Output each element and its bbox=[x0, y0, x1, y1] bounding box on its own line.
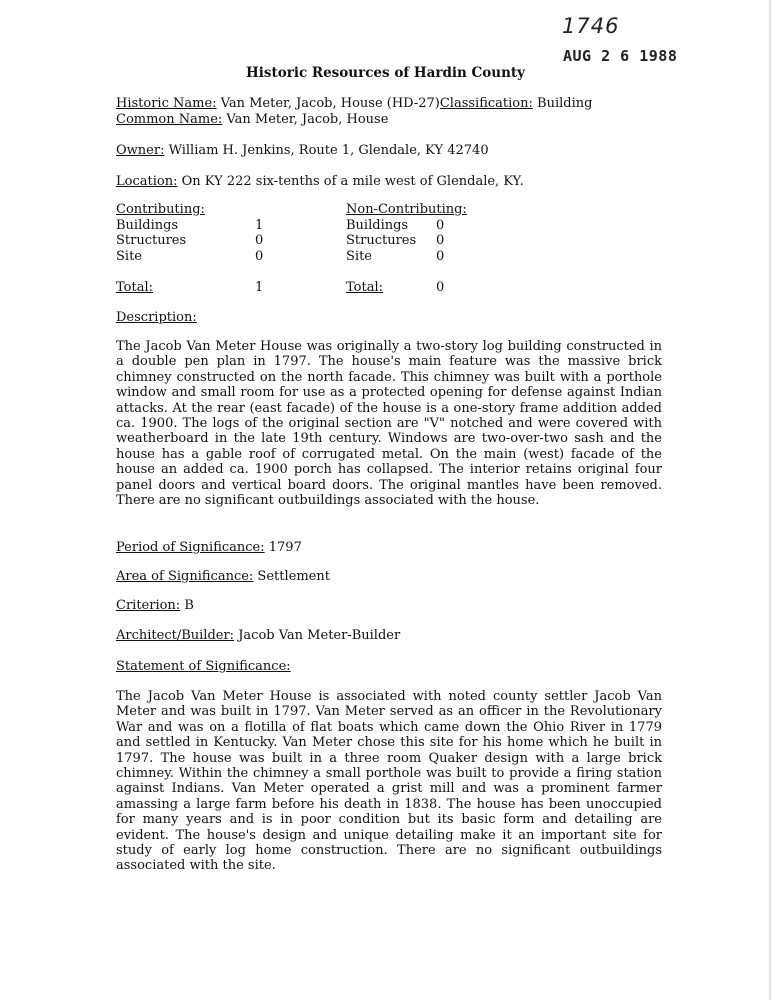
non-contributing-row-label: Structures bbox=[346, 233, 417, 248]
location-line bbox=[116, 174, 524, 189]
owner-line bbox=[116, 143, 489, 158]
non-contributing-header: Non-Contributing: bbox=[346, 202, 467, 217]
criterion-value: B bbox=[180, 598, 194, 613]
non-contributing-total-value: 0 bbox=[436, 280, 445, 295]
classification-value: Building bbox=[532, 96, 593, 111]
area-line bbox=[116, 569, 330, 584]
owner-value: William H. Jenkins, Route 1, Glendale, KY 42740 bbox=[164, 143, 489, 158]
description-label: Description: bbox=[116, 310, 197, 325]
period-line bbox=[116, 540, 302, 555]
contributing-row-value: 0 bbox=[255, 249, 264, 264]
criterion-line bbox=[116, 598, 194, 613]
contributing-row-value: 0 bbox=[255, 233, 264, 248]
non-contributing-row-value: 0 bbox=[436, 233, 445, 248]
common-name-label: Common Name: bbox=[116, 112, 223, 127]
historic-name-label: Historic Name: bbox=[116, 96, 217, 111]
contributing-row-value: 1 bbox=[255, 218, 264, 233]
area-value: Settlement bbox=[253, 569, 330, 584]
non-contributing-total-label: Total: bbox=[346, 280, 384, 295]
owner-label: Owner: bbox=[116, 143, 165, 158]
contributing-row-label: Buildings bbox=[116, 218, 179, 233]
location-label: Location: bbox=[116, 174, 178, 189]
architect-value: Jacob Van Meter-Builder bbox=[234, 628, 401, 643]
handwritten-number: 1746 bbox=[562, 14, 620, 38]
period-label: Period of Significance: bbox=[116, 540, 265, 555]
statement-text: The Jacob Van Meter House is associated with noted county settler Jacob Van Meter and was built in 1797. Van Meter served as an officer in the Revolutionary War and was on a flotilla of flat boats which came down the Ohio River in 1779 and settled in Kentucky. Van Meter chose this site for his home which he built in 1797. The house was built in a three room Quaker design with a large brick chimney. Within the chimney a small porthole was built to provide a firing station against Indians. Van Meter operated a grist mill and was a prominent farmer amassing a large farm before his death in 1838. The house has been unoccupied for many years and is in poor condition but its basic form and detailing are evident. The house's design and unique detailing make it an important site for study of early log home construction. There are no significant outbuildings associated with the site. bbox=[116, 689, 662, 874]
common-name-line bbox=[116, 112, 388, 127]
page-title: Historic Resources of Hardin County bbox=[245, 65, 525, 81]
criterion-label: Criterion: bbox=[116, 598, 181, 613]
area-label: Area of Significance: bbox=[116, 569, 254, 584]
contributing-row-label: Site bbox=[116, 249, 142, 264]
classification-label: Classification: bbox=[439, 96, 533, 111]
description-text: The Jacob Van Meter House was originally a two-story log building constructed in a double pen plan in 1797. The house's main feature was the massive brick chimney constructed on the north facade. This chimney was built with a porthole window and small room for use as a protected opening for defense against Indian attacks. At the rear (east facade) of the house is a one-story frame addition added ca. 1900. The logs of the original section are "V" notched and were covered with weatherboard in the late 19th century. Windows are two-over-two sash and the house has a gable roof of corrugated metal. On the main (west) facade of the house an added ca. 1900 porch has collapsed. The interior retains original four panel doors and vertical board doors. The original mantles have been removed. There are no significant outbuildings associated with the house. bbox=[116, 339, 662, 509]
period-value: 1797 bbox=[264, 540, 302, 555]
contributing-total-value: 1 bbox=[255, 280, 264, 295]
architect-label: Architect/Builder: bbox=[116, 628, 235, 643]
non-contributing-row-label: Buildings bbox=[346, 218, 409, 233]
common-name-value: Van Meter, Jacob, House bbox=[222, 112, 389, 127]
non-contributing-row-value: 0 bbox=[436, 249, 445, 264]
non-contributing-row-label: Site bbox=[346, 249, 372, 264]
contributing-total-label: Total: bbox=[116, 280, 154, 295]
historic-name-value: Van Meter, Jacob, House (HD-27) bbox=[216, 96, 440, 111]
architect-line bbox=[116, 628, 400, 643]
statement-label: Statement of Significance: bbox=[116, 659, 291, 674]
contributing-header: Contributing: bbox=[116, 202, 205, 217]
location-value: On KY 222 six-tenths of a mile west of Glendale, KY. bbox=[177, 174, 524, 189]
date-stamp: AUG 2 6 1988 bbox=[563, 47, 678, 65]
historic-name-line bbox=[116, 96, 592, 111]
contributing-row-label: Structures bbox=[116, 233, 187, 248]
non-contributing-row-value: 0 bbox=[436, 218, 445, 233]
